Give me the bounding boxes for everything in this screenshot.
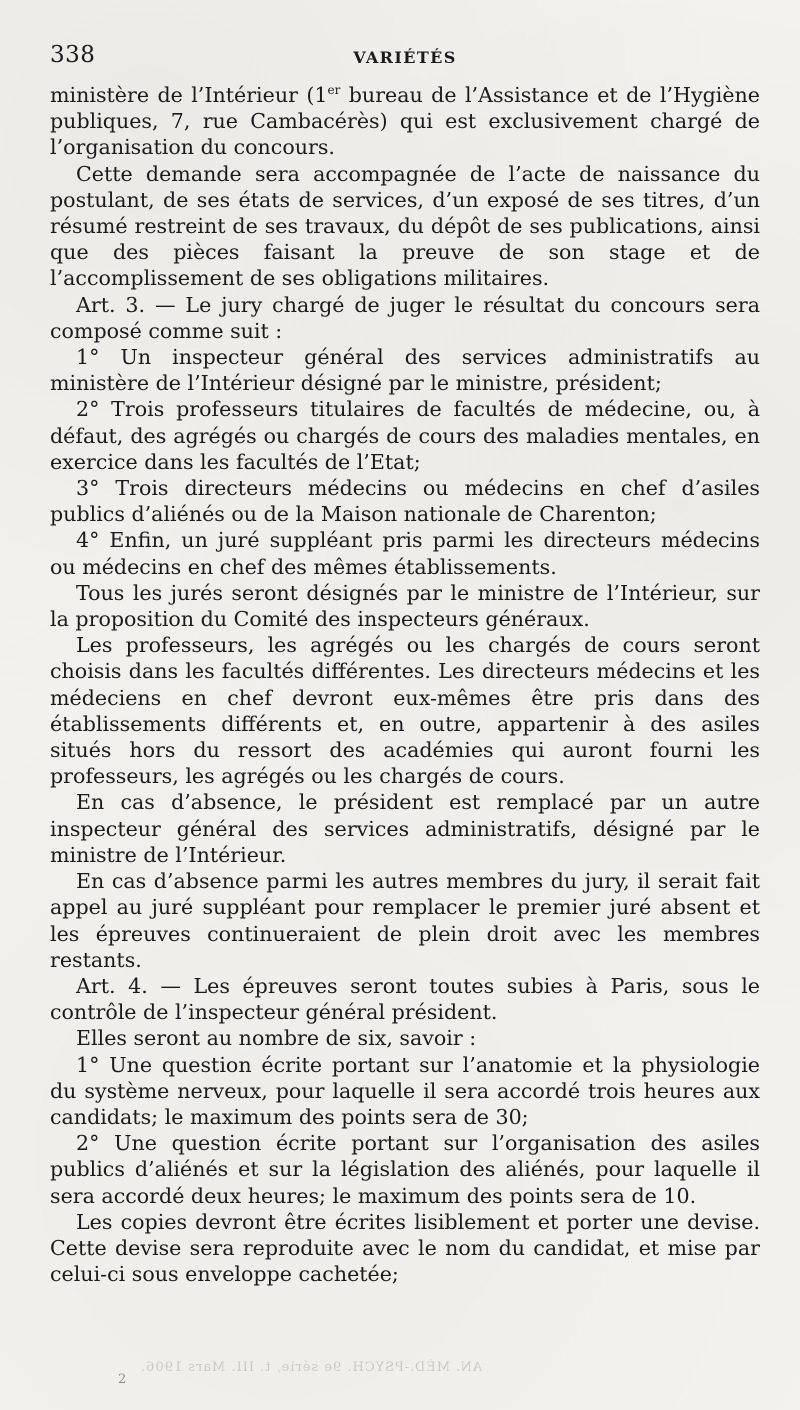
paragraph-jures: Tous les jurés seront désignés par le ministre de l’Intérieur, sur la proposition du Comité des inspecteurs généraux. (50, 580, 760, 632)
paragraph-epreuves: Elles seront au nombre de six, savoir : (76, 1026, 477, 1051)
paragraph-absence-membres: En cas d’absence parmi les autres membres du jury, il serait fait appel au juré suppléant pour remplacer le premier juré absent et les épreuves continueraient de plein droit avec les membres restants. (50, 869, 760, 972)
paragraph-1-superscript: er (327, 83, 341, 98)
paragraph-1-text: ministère de l’Intérieur ( (50, 83, 315, 107)
running-head (50, 42, 760, 78)
paragraph-copies: Les copies devront être écrites lisiblement et porter une devise. Cette devise sera reproduite avec le nom du candidat, et mise par celui-ci sous enveloppe cachetée; (50, 1209, 760, 1287)
article-4-item-2: 2° Une question écrite portant sur l’organisation des asiles publics d’aliénés et sur la législation des aliénés, pour laquelle il sera accordé deux heures; le maximum des points sera de 10. (50, 1131, 760, 1208)
article-4-item-1: 1° Une question écrite portant sur l’anatomie et la physiologie du système nerveux, pour laquelle il sera accordé trois heures aux candidats; le maximum des points sera de 30; (50, 1052, 760, 1129)
paragraph-1-tail: bureau de l’Assistance et de l’Hygiène publiques, 7, rue Cambacérès) qui est exclusivement chargé de l’organisation du concours. (50, 83, 760, 160)
article-3-item-1: 1° Un inspecteur général des services administratifs au ministère de l’Intérieur désigné par le ministre, président; (50, 345, 760, 396)
signature-mark: 2 (118, 1372, 127, 1387)
article-3-item-4: 4° Enfin, un juré suppléant pris parmi les directeurs médecins ou médecins en chef des mêmes établissements. (50, 528, 760, 579)
article-3-item-3: 3° Trois directeurs médecins ou médecins en chef d’asiles publics d’aliénés ou de la Maison nationale de Charenton; (50, 476, 760, 527)
section-title: VARIÉTÉS (353, 48, 457, 67)
article-4-heading: Art. 4. — Les épreuves seront toutes subies à Paris, sous le contrôle de l’inspecteur général président. (50, 973, 760, 1025)
paragraph-professeurs: Les professeurs, les agrégés ou les chargés de cours seront choisis dans les facultés différentes. Les directeurs médecins et les médeciens en chef devront eux-mêmes être pris dans des établissements différents et, en outre, appartenir à des asiles situés hors du ressort des académies qui auront fourni les professeurs, les agrégés ou les chargés de cours. (50, 633, 760, 789)
page-number: 338 (50, 42, 96, 68)
body-text (50, 82, 760, 1287)
paragraph-1-number: 1 (314, 83, 328, 107)
article-3-heading: Art. 3. — Le jury chargé de juger le résultat du concours sera composé comme suit : (50, 292, 760, 343)
paragraph-2: Cette demande sera accompagnée de l’acte de naissance du postulant, de ses états de services, d’un exposé de ses titres, d’un résumé restreint de ses travaux, du dépôt de ses publications, ainsi que des pièces faisant la preuve de son stage et de l’accomplissement de ses obligations militaires. (50, 161, 760, 291)
paragraph-1 (50, 82, 760, 161)
paragraph-absence-president: En cas d’absence, le président est remplacé par un autre inspecteur général des services administratifs, désigné par le ministre de l’Intérieur. (50, 790, 760, 867)
article-3-item-2: 2° Trois professeurs titulaires de facultés de médecine, ou, à défaut, des agrégés ou chargés de cours des maladies mentales, en exercice dans les facultés de l’Etat; (50, 397, 760, 474)
bleed-through-footer: AN. MÉD.-PSYCH. 9e série, t. III. Mars 1906. (140, 1360, 483, 1375)
